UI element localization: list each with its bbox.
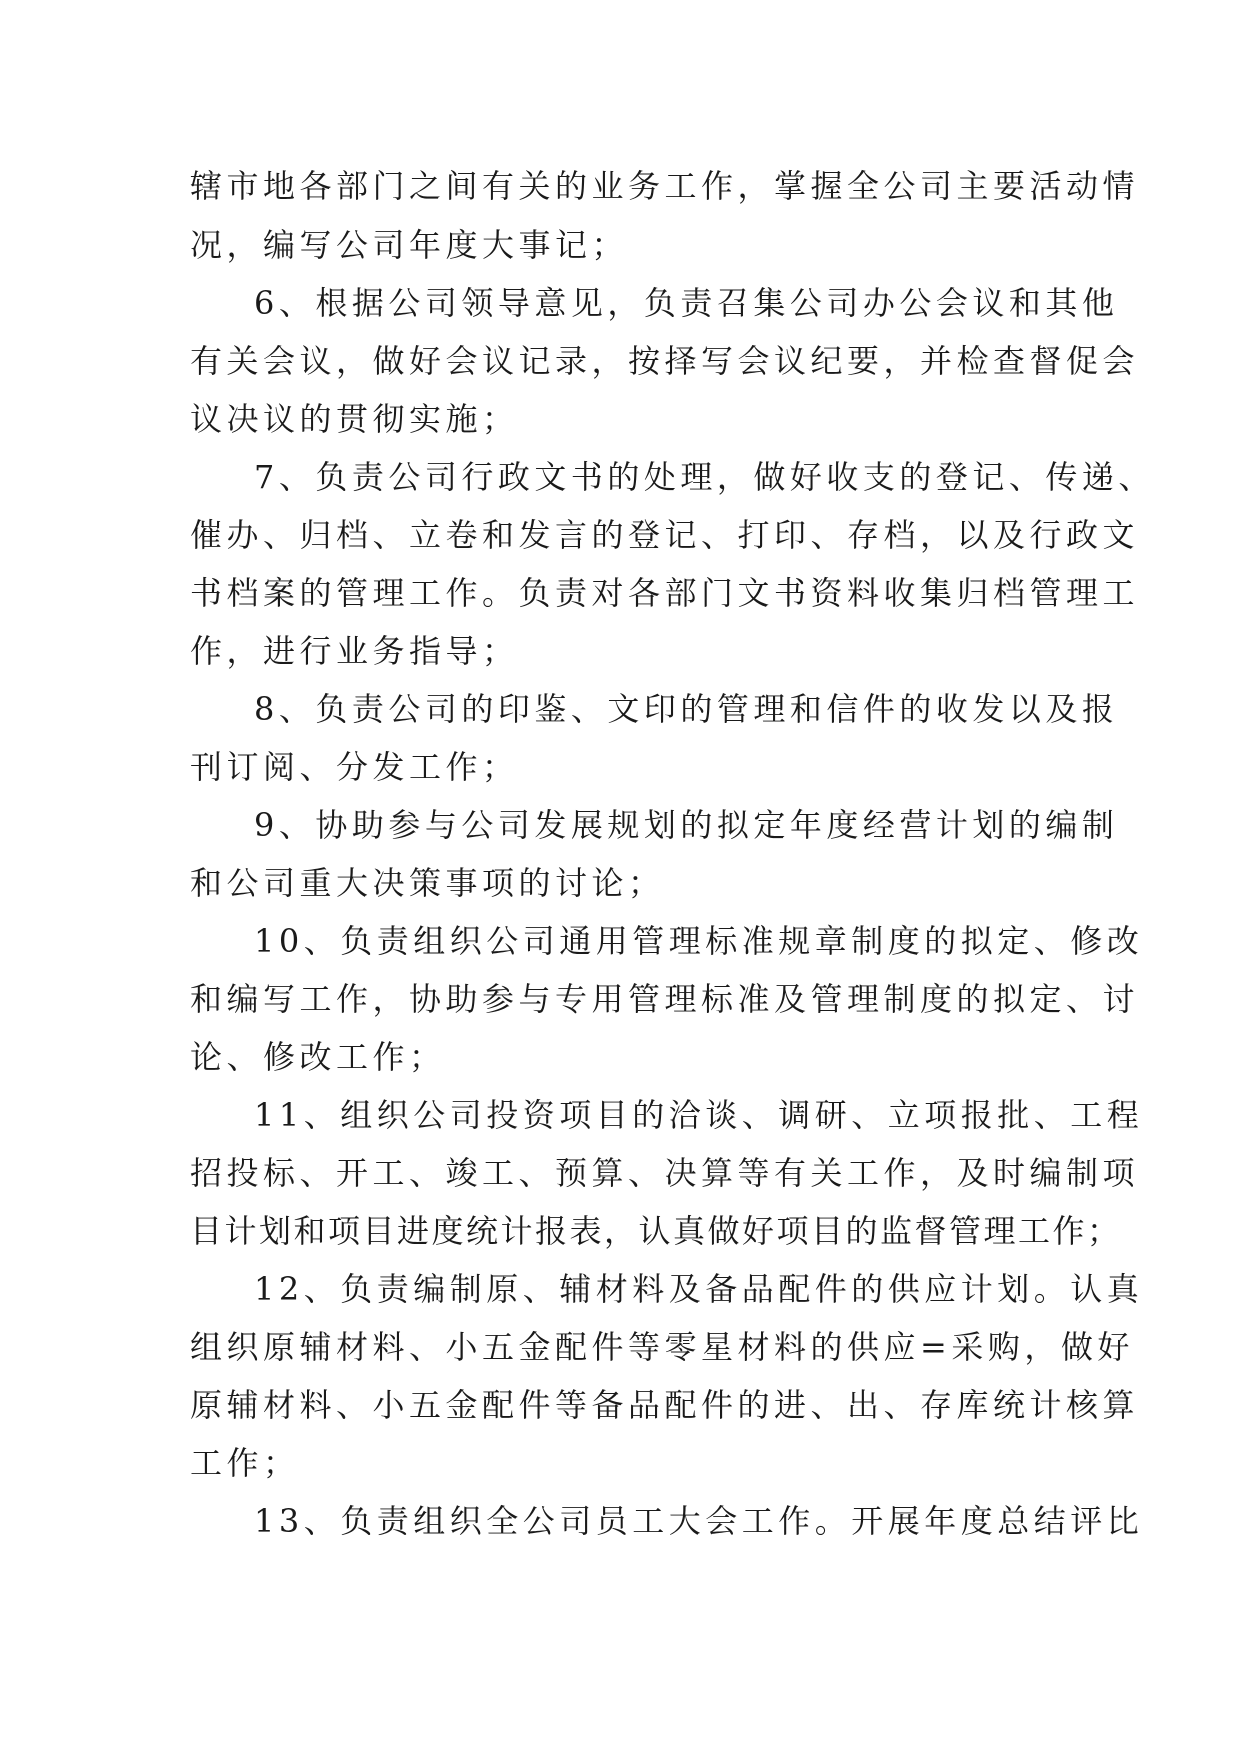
text-line: 刊订阅、分发工作；: [190, 748, 519, 786]
text-line: 和公司重大决策事项的讨论；: [190, 864, 665, 902]
text-line: 10、负责组织公司通用管理标准规章制度的拟定、修改: [254, 922, 1144, 960]
text-line: 议决议的贯彻实施；: [190, 400, 519, 438]
text-line: 书档案的管理工作。负责对各部门文书资料收集归档管理工: [190, 574, 1140, 612]
text-line: 8、负责公司的印鉴、文印的管理和信件的收发以及报: [254, 690, 1119, 728]
text-line: 有关会议，做好会议记录，按择写会议纪要，并检查督促会: [190, 342, 1140, 380]
text-line: 13、负责组织全公司员工大会工作。开展年度总结评比: [254, 1502, 1144, 1540]
text-line: 9、协助参与公司发展规划的拟定年度经营计划的编制: [254, 806, 1119, 844]
text-line: 12、负责编制原、辅材料及备品配件的供应计划。认真: [254, 1270, 1144, 1308]
text-line: 7、负责公司行政文书的处理，做好收支的登记、传递、: [254, 458, 1155, 496]
text-line: 论、修改工作；: [190, 1038, 446, 1076]
text-line: 6、根据公司领导意见，负责召集公司办公会议和其他: [254, 284, 1119, 322]
text-line: 和编写工作，协助参与专用管理标准及管理制度的拟定、讨: [190, 980, 1140, 1018]
text-line: 原辅材料、小五金配件等备品配件的进、出、存库统计核算: [190, 1386, 1140, 1424]
text-line: 工作；: [190, 1444, 300, 1482]
text-line: 目计划和项目进度统计报表，认真做好项目的监督管理工作；: [190, 1212, 1122, 1250]
text-line: 催办、归档、立卷和发言的登记、打印、存档，以及行政文: [190, 516, 1140, 554]
text-line: 组织原辅材料、小五金配件等零星材料的供应=采购，做好: [190, 1328, 1134, 1366]
text-line: 作，进行业务指导；: [190, 632, 519, 670]
text-line: 11、组织公司投资项目的洽谈、调研、立项报批、工程: [254, 1096, 1144, 1134]
text-line: 辖市地各部门之间有关的业务工作，掌握全公司主要活动情: [190, 167, 1140, 205]
text-line: 招投标、开工、竣工、预算、决算等有关工作，及时编制项: [190, 1154, 1140, 1192]
text-line: 况，编写公司年度大事记；: [190, 226, 629, 264]
